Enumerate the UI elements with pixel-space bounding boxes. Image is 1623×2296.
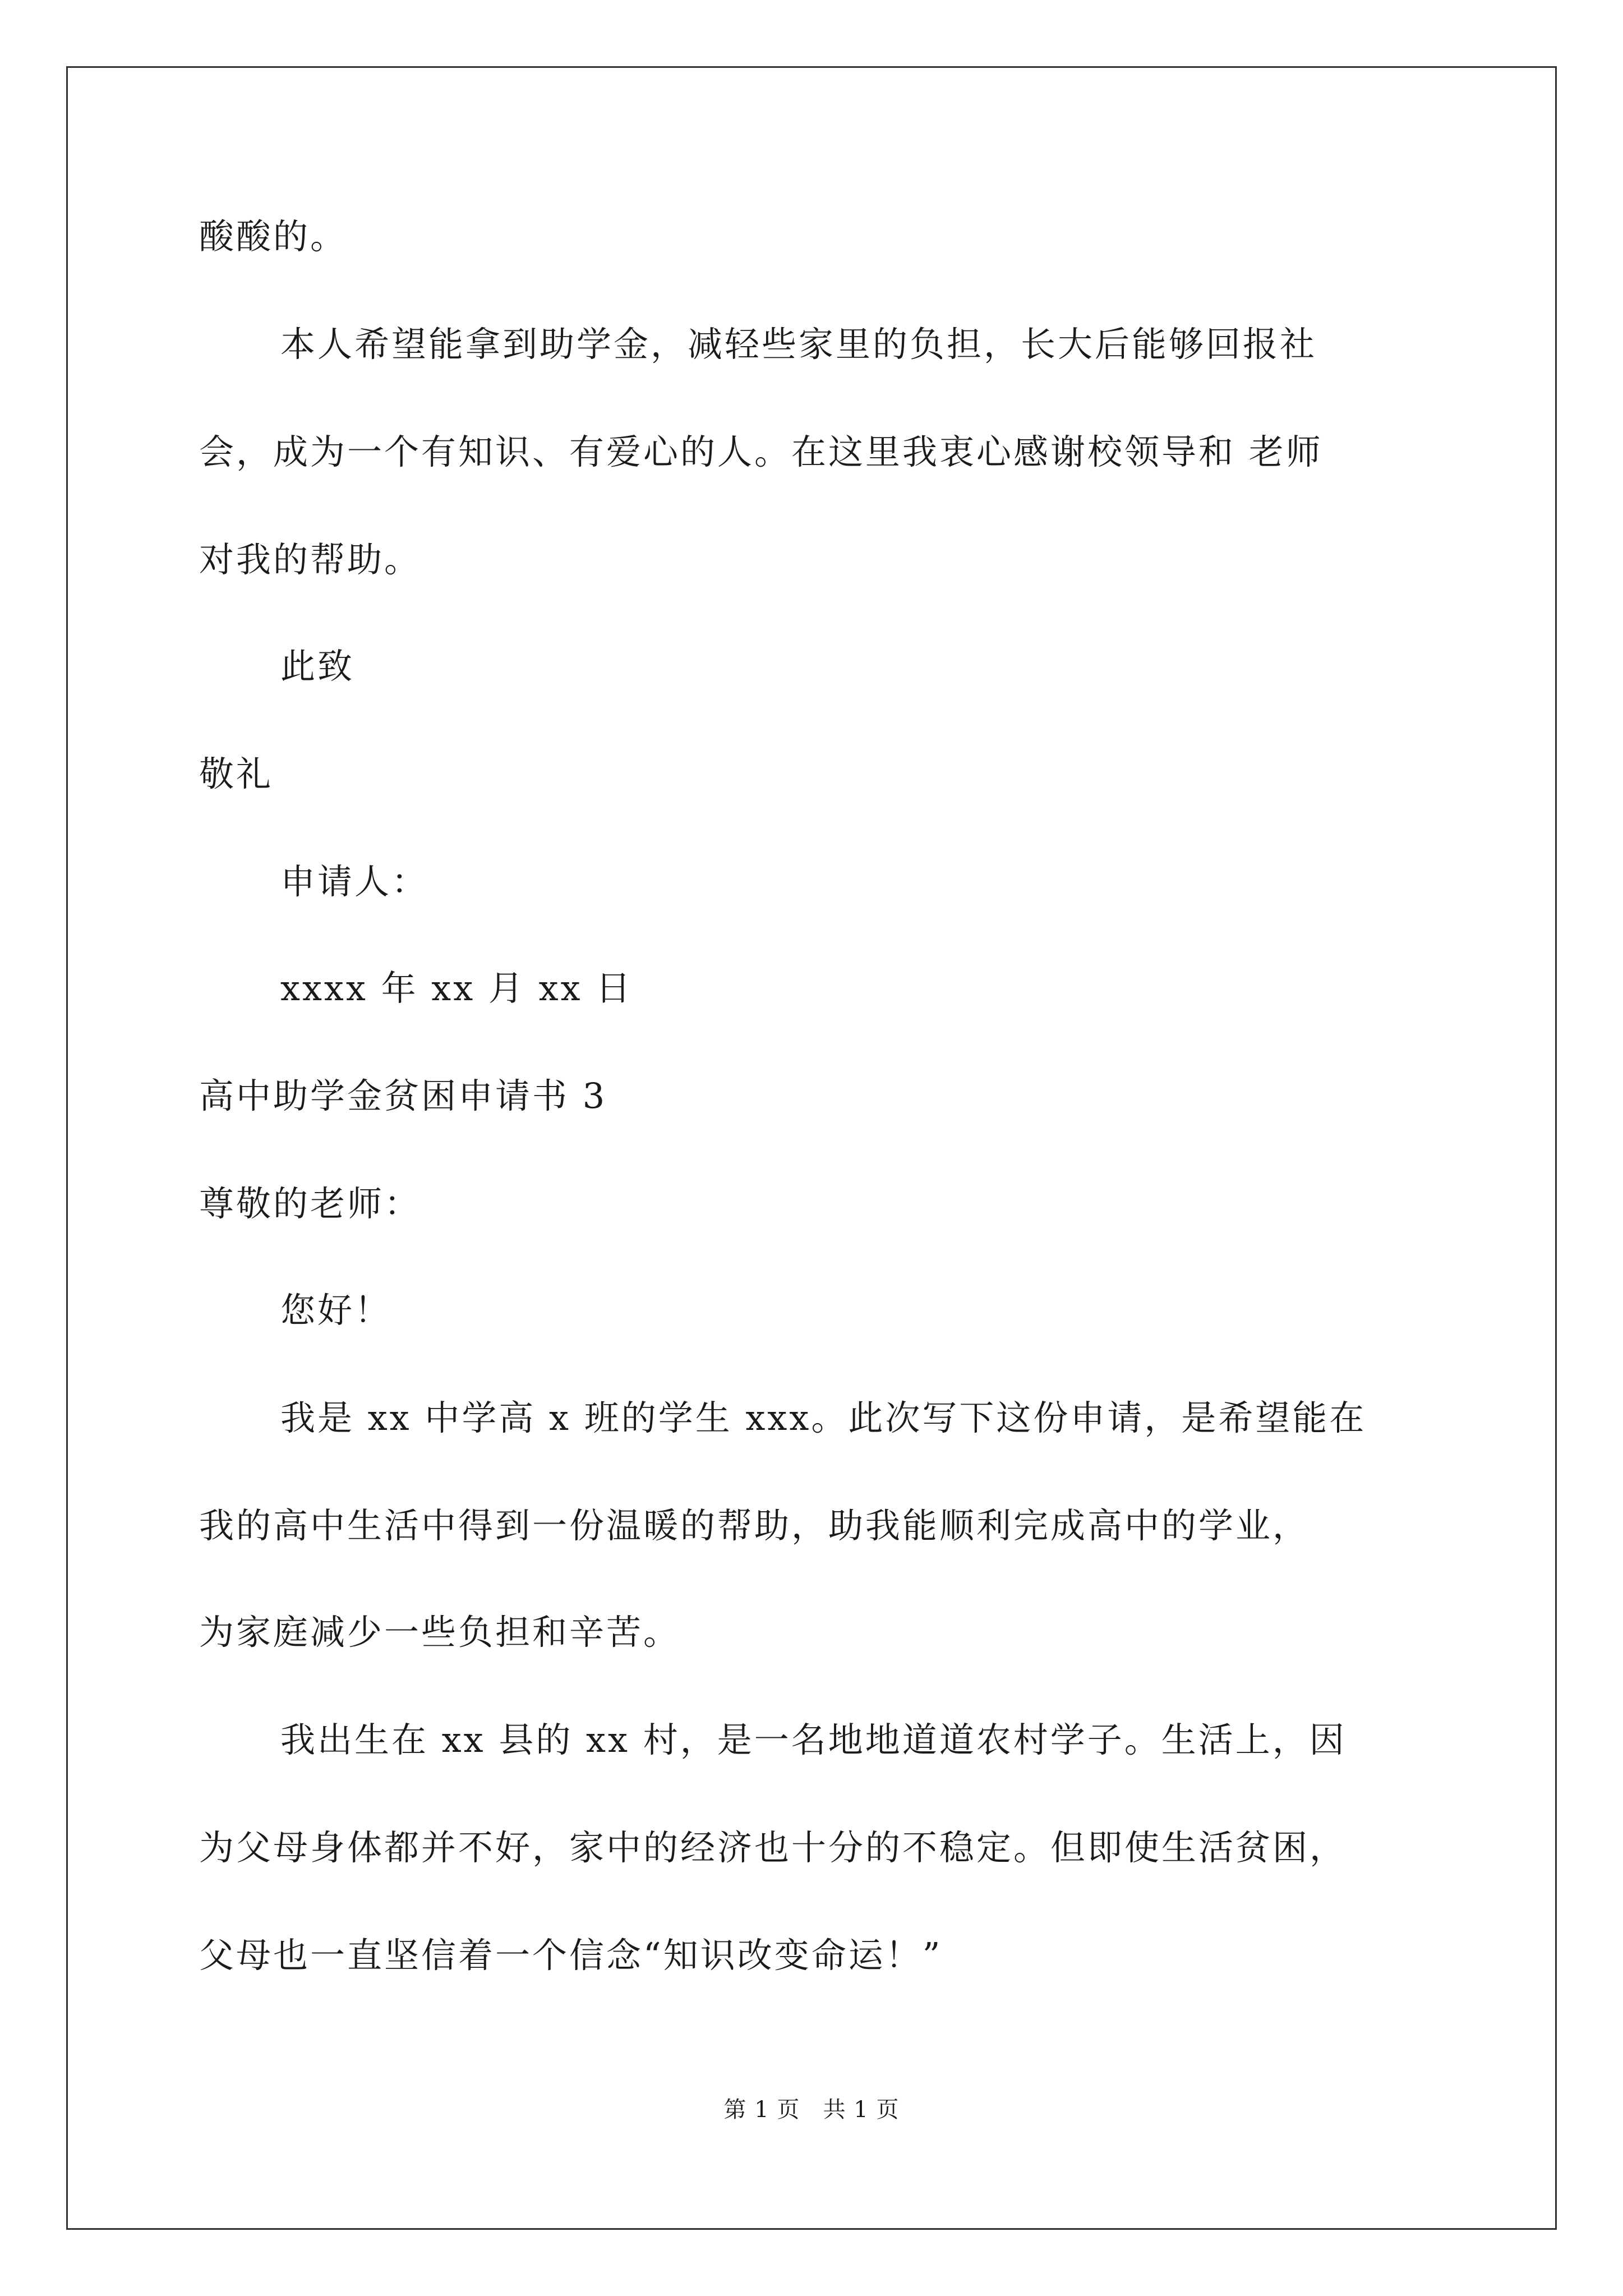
text-line-7: 申请人：	[280, 861, 429, 902]
greeting: 您好！	[280, 1290, 392, 1331]
text-line-13: 我的高中生活中得到一份温暖的帮助，助我能顺利完成高中的学业，	[199, 1505, 1310, 1546]
text-line-17: 父母也一直坚信着一个信念“知识改变命运！”	[199, 1935, 943, 1976]
section-heading: 高中助学金贫困申请书 3	[199, 1075, 607, 1116]
text-line-1: 酸酸的。	[199, 216, 348, 257]
text-line-8: xxxx 年 xx 月 xx 日	[280, 968, 633, 1009]
text-line-6: 敬礼	[199, 753, 274, 794]
page-frame	[66, 66, 1557, 2230]
text-line-16: 为父母身体都并不好，家中的经济也十分的不稳定。但即使生活贫困，	[199, 1827, 1347, 1868]
text-line-3: 会，成为一个有知识、有爱心的人。在这里我衷心感谢校领导和 老师	[199, 431, 1323, 472]
text-line-14: 为家庭减少一些负担和辛苦。	[199, 1612, 681, 1653]
text-line-5: 此致	[280, 646, 355, 687]
page-number-footer: 第 1 页 共 1 页	[723, 2097, 900, 2123]
text-line-15: 我出生在 xx 县的 xx 村，是一名地地道道农村学子。生活上，因	[280, 1719, 1347, 1760]
text-line-2: 本人希望能拿到助学金，减轻些家里的负担，长大后能够回报社	[280, 324, 1317, 365]
text-line-12: 我是 xx 中学高 x 班的学生 xxx。此次写下这份申请，是希望能在	[280, 1397, 1367, 1438]
text-line-4: 对我的帮助。	[199, 539, 422, 580]
salutation: 尊敬的老师：	[199, 1183, 422, 1224]
